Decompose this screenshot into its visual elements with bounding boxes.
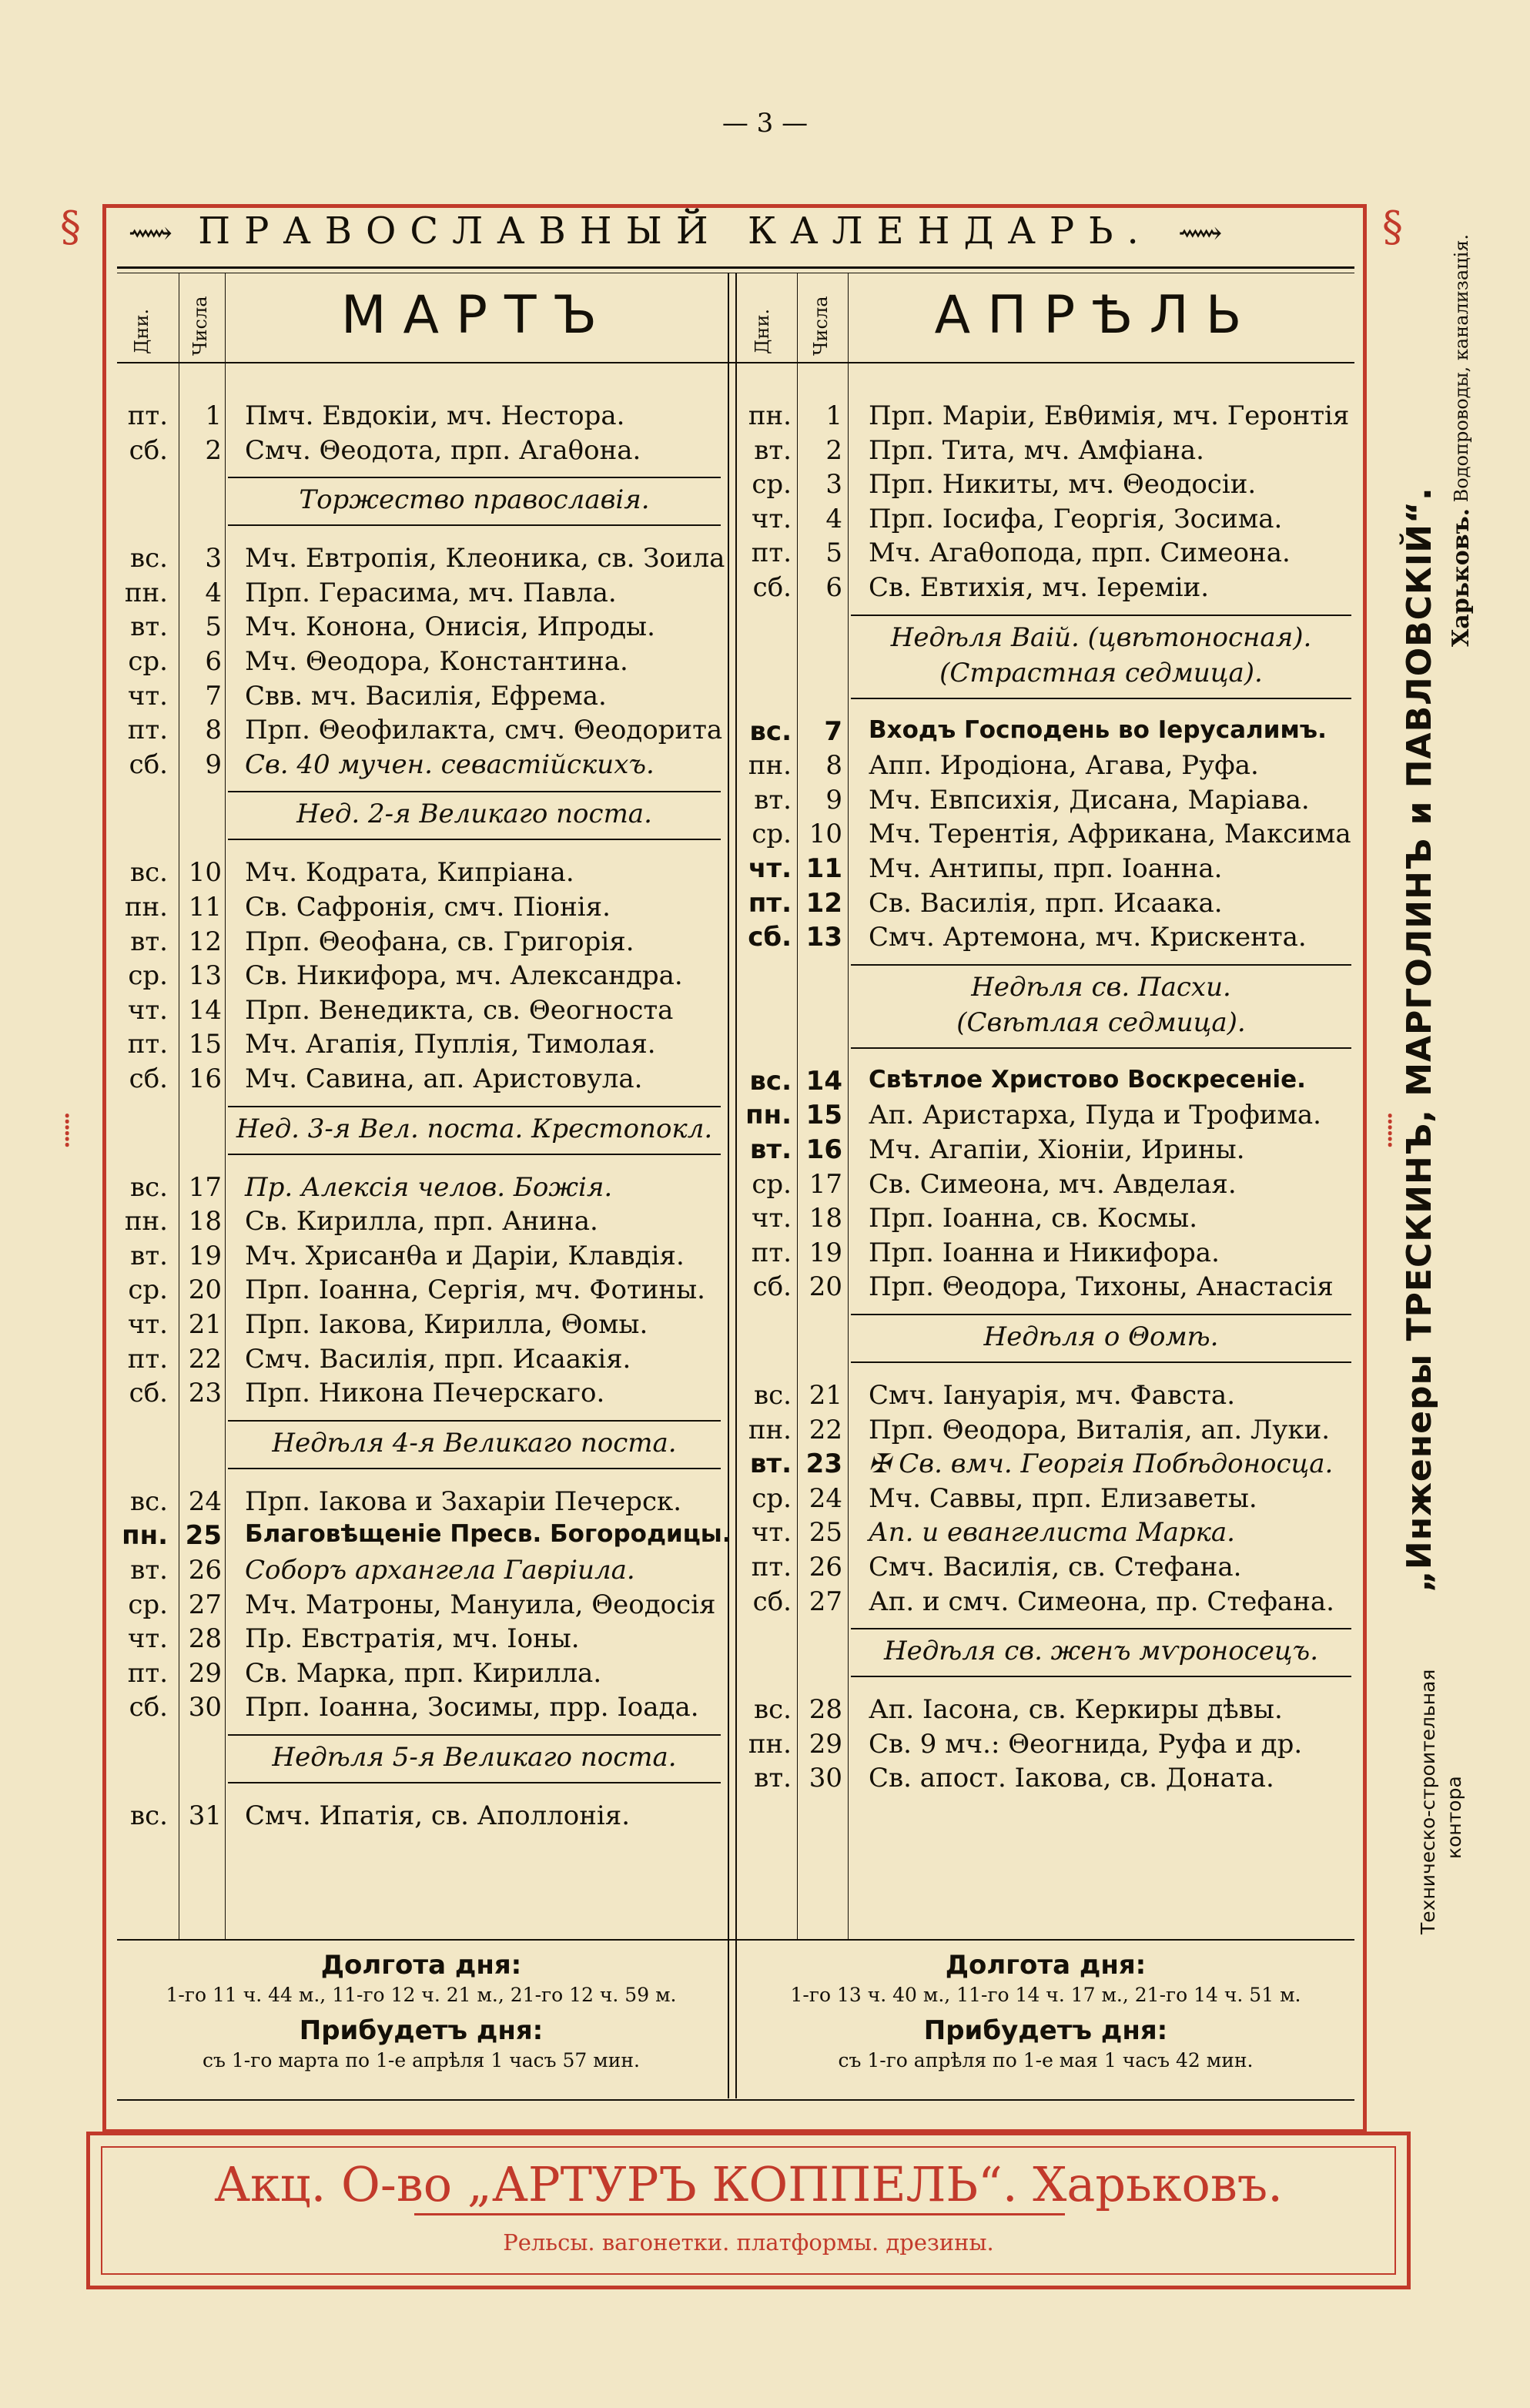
date-number: 6 xyxy=(205,646,222,677)
weekday-label: вс. xyxy=(130,543,168,574)
saint-entry: Мч. Саввы, прп. Елизаветы. xyxy=(869,1482,1257,1514)
calendar-row xyxy=(0,1800,728,1834)
calendar-row xyxy=(0,750,1355,784)
weekday-label: сб. xyxy=(752,1586,792,1617)
week-heading: Недѣля Ваій. (цвѣтоносная). xyxy=(890,621,1312,653)
weekday-label: вс. xyxy=(130,857,168,889)
weekday-label: сб. xyxy=(129,1378,168,1409)
date-number: 23 xyxy=(188,1378,222,1409)
week-heading-sub: (Страстная седмица). xyxy=(939,657,1263,688)
saint-entry: Мч. Хрисанθа и Даріи, Клавдія. xyxy=(245,1240,685,1271)
saint-entry: Входъ Господень во Іерусалимъ. xyxy=(869,715,1327,744)
weekday-label: ср. xyxy=(752,1168,792,1200)
weekday-label: ср. xyxy=(752,819,792,850)
saint-entry: Прп. Венедикта, св. Θеогноста xyxy=(245,994,674,1026)
weekday-label: ср. xyxy=(752,469,792,501)
week-heading: Недѣля о Θомѣ. xyxy=(983,1321,1219,1352)
calendar-row xyxy=(0,1203,1355,1237)
right-flourish-icon: ⟿ xyxy=(1178,216,1223,251)
weekday-label: ср. xyxy=(128,646,168,677)
saint-entry: Ап. и смч. Симеона, пр. Стефана. xyxy=(869,1586,1334,1617)
date-number: 3 xyxy=(825,469,842,501)
week-heading-sub: (Свѣтлая седмица). xyxy=(956,1006,1246,1038)
calendar-row xyxy=(0,1100,1355,1134)
weekday-label: пн. xyxy=(124,577,168,608)
date-number: 5 xyxy=(825,538,842,569)
saint-entry: Мч. Θеодора, Константина. xyxy=(245,646,628,677)
week-separator xyxy=(851,1676,1351,1677)
side-ad-city: Харьковъ. xyxy=(1448,507,1475,647)
calendar-row xyxy=(0,785,1355,819)
date-number: 8 xyxy=(825,750,842,782)
date-number: 13 xyxy=(805,922,842,953)
weekday-label: пн. xyxy=(122,1520,168,1552)
date-number: 1 xyxy=(205,400,222,431)
calendar-title-row xyxy=(113,209,1237,253)
date-number: 11 xyxy=(805,853,842,884)
calendar-row xyxy=(0,504,1355,538)
week-heading: Торжество православія. xyxy=(299,484,650,516)
saint-entry: Св. Евтихія, мч. Іереміи. xyxy=(869,572,1210,603)
saint-entry: Мч. Евтропія, Клеоника, св. Зоила xyxy=(245,543,725,574)
date-number: 16 xyxy=(188,1063,222,1094)
weekday-label: вс. xyxy=(749,1065,792,1097)
april-day-length-values: 1-го 13 ч. 40 м., 11-го 14 ч. 17 м., 21-го 14 ч. 51 м. xyxy=(790,1984,1301,2006)
date-number: 3 xyxy=(205,543,222,574)
saint-entry: Прп. Тита, мч. Амфіана. xyxy=(869,434,1204,466)
weekday-label: сб. xyxy=(752,1271,792,1303)
date-number: 27 xyxy=(188,1589,222,1620)
march-day-gain-value: съ 1-го марта по 1-е апрѣля 1 часъ 57 мин. xyxy=(203,2049,640,2071)
april-numbers-header: Числа xyxy=(810,296,832,356)
week-heading: Недѣля 4-я Великаго поста. xyxy=(272,1427,677,1459)
date-number: 2 xyxy=(825,434,842,466)
date-number: 7 xyxy=(824,715,842,747)
side-ad-line1: „Инженеры ТРЕСКИНЪ, МАРГОЛИНЪ и ПАВЛОВСКІЙ“. xyxy=(1400,487,1439,1592)
calendar-row xyxy=(0,1448,1355,1482)
side-ad-services xyxy=(1448,233,1478,647)
weekday-label: вт. xyxy=(130,926,168,957)
date-number: 26 xyxy=(809,1552,842,1582)
week-separator xyxy=(851,615,1351,616)
weekday-label: пн. xyxy=(745,1100,792,1131)
weekday-label: ср. xyxy=(128,960,168,992)
saint-entry: Прп. Іоанна, св. Космы. xyxy=(869,1203,1198,1234)
date-number: 20 xyxy=(188,1274,222,1306)
date-number: 24 xyxy=(809,1482,842,1514)
march-days-header: Дни. xyxy=(131,308,152,354)
april-title: АПРѢЛЬ xyxy=(934,285,1259,346)
saint-entry: Смч. Василія, прп. Исаакія. xyxy=(245,1343,631,1375)
saint-entry: Мч. Савина, ап. Аристовула. xyxy=(245,1063,643,1094)
weekday-label: вт. xyxy=(130,611,168,643)
calendar-row xyxy=(0,1271,1355,1305)
saint-entry: Ап. Іасона, св. Керкиры дѣвы. xyxy=(869,1694,1283,1726)
weekday-label: сб. xyxy=(129,434,168,466)
saint-entry: Мч. Матроны, Мануила, Θеодосія xyxy=(245,1589,716,1620)
saint-entry: Прп. Никиты, мч. Θеодосіи. xyxy=(869,469,1257,501)
saint-entry: Пмч. Евдокіи, мч. Нестора. xyxy=(245,400,625,431)
calendar-row xyxy=(0,1729,1355,1763)
date-number: 9 xyxy=(825,784,842,816)
week-separator xyxy=(851,1628,1351,1629)
week-separator xyxy=(851,1314,1351,1315)
side-ornament: ⸽ xyxy=(1386,1113,1394,1148)
weekday-label: чт. xyxy=(127,1623,168,1655)
march-title: МАРТЪ xyxy=(340,285,614,346)
saint-entry: Св. Василія, прп. Исаака. xyxy=(869,887,1223,919)
saint-entry: Св. Марка, прп. Кирилла. xyxy=(245,1657,602,1689)
side-ornament: ⸽ xyxy=(63,1113,72,1148)
date-number: 14 xyxy=(805,1065,842,1097)
april-day-length-heading: Долгота дня: xyxy=(945,1950,1147,1981)
weekday-label: ср. xyxy=(752,1482,792,1514)
date-number: 23 xyxy=(805,1448,842,1480)
date-number: 15 xyxy=(188,1029,222,1060)
calendar-row xyxy=(0,1309,728,1343)
saint-entry: Мч. Агапія, Пуплія, Тимолая. xyxy=(245,1029,656,1060)
saint-entry: Прп. Θеодора, Виталія, ап. Луки. xyxy=(869,1414,1331,1445)
date-number: 19 xyxy=(809,1237,842,1268)
saint-entry: Прп. Іакова и Захаріи Печерск. xyxy=(245,1485,682,1517)
weekday-label: вс. xyxy=(130,1485,168,1517)
saint-entry: Св. Сафронія, смч. Піонія. xyxy=(245,892,611,923)
weekday-label: вс. xyxy=(130,1171,168,1203)
week-heading: Недѣля св. женъ мѵроносецъ. xyxy=(883,1636,1319,1667)
calendar-row xyxy=(0,469,1355,503)
calendar-row xyxy=(0,572,1355,606)
weekday-label: вт. xyxy=(754,1763,792,1794)
calendar-row xyxy=(0,435,1355,469)
saint-entry: Прп. Іакова, Кирилла, Θомы. xyxy=(245,1309,648,1340)
saint-entry: Смч. Артемона, мч. Крискента. xyxy=(869,922,1307,953)
march-day-length-values: 1-го 11 ч. 44 м., 11-го 12 ч. 21 м., 21-го 12 ч. 59 м. xyxy=(166,1984,677,2006)
date-number: 10 xyxy=(188,857,222,889)
calendar-row xyxy=(0,1169,1355,1203)
date-number: 31 xyxy=(188,1800,222,1831)
calendar-row xyxy=(0,1658,728,1692)
date-number: 30 xyxy=(809,1763,842,1794)
table-top-rule xyxy=(117,266,1354,269)
date-number: 5 xyxy=(205,611,222,643)
april-day-gain-heading: Прибудетъ дня: xyxy=(923,2015,1168,2046)
date-number: 29 xyxy=(809,1728,842,1760)
saint-entry: Смч. Ипатія, св. Аполлонія. xyxy=(245,1800,631,1831)
saint-entry: Св. 40 мучен. севастійскихъ. xyxy=(245,749,655,780)
calendar-row xyxy=(0,716,1355,750)
week-separator xyxy=(851,1047,1351,1049)
weekday-label: чт. xyxy=(751,1517,792,1549)
saint-entry: Мч. Антипы, прп. Іоанна. xyxy=(869,853,1223,884)
week-heading: Нед. 2-я Великаго поста. xyxy=(296,799,652,830)
march-numbers-header: Числа xyxy=(189,296,211,356)
weekday-label: сб. xyxy=(129,1063,168,1094)
date-number: 1 xyxy=(825,400,842,431)
weekday-label: сб. xyxy=(129,749,168,780)
date-number: 28 xyxy=(188,1623,222,1655)
date-number: 21 xyxy=(188,1309,222,1340)
date-number: 19 xyxy=(188,1240,222,1271)
date-number: 12 xyxy=(188,926,222,957)
date-number: 24 xyxy=(188,1485,222,1517)
calendar-row xyxy=(0,1517,1355,1551)
calendar-row xyxy=(0,1483,1355,1517)
april-days-header: Дни. xyxy=(752,308,773,354)
weekday-label: вт. xyxy=(749,1134,792,1165)
weekday-label: пн. xyxy=(748,1414,792,1445)
april-day-gain-value: съ 1-го апрѣля по 1-е мая 1 часъ 42 мин. xyxy=(838,2049,1254,2071)
date-number: 22 xyxy=(188,1343,222,1375)
weekday-label: вт. xyxy=(130,1240,168,1271)
weekday-label: чт. xyxy=(127,1309,168,1340)
weekday-label: вс. xyxy=(749,715,792,747)
corner-scroll-ornament: § xyxy=(1382,203,1403,251)
weekday-label: ср. xyxy=(128,1274,168,1306)
calendar-row xyxy=(0,995,728,1029)
weekday-label: чт. xyxy=(127,994,168,1026)
calendar-row xyxy=(0,611,728,645)
side-ad-firm-name xyxy=(1400,385,1454,1694)
saint-entry: Св. Кирилла, прп. Анина. xyxy=(245,1206,598,1237)
calendar-row xyxy=(0,960,728,994)
weekday-label: ср. xyxy=(128,1589,168,1620)
calendar-row xyxy=(0,1586,1355,1620)
date-number: 20 xyxy=(809,1271,842,1303)
week-separator xyxy=(851,1361,1351,1363)
calendar-row xyxy=(0,853,1355,887)
weekday-label: вт. xyxy=(754,434,792,466)
saint-entry: Ап. и евангелиста Марка. xyxy=(869,1517,1235,1549)
saint-entry: Прп. Маріи, Евθимія, мч. Геронтія xyxy=(869,400,1350,431)
saint-entry: Мч. Агапіи, Хіоніи, Ирины. xyxy=(869,1134,1245,1165)
saint-entry: Прп. Герасима, мч. Павла. xyxy=(245,577,617,608)
calendar-row xyxy=(0,1134,1355,1168)
saint-entry: Мч. Агаθопода, прп. Симеона. xyxy=(869,538,1291,569)
weekday-label: чт. xyxy=(127,680,168,712)
saint-entry: Прп. Іоанна, Зосимы, прр. Іоада. xyxy=(245,1692,699,1723)
date-number: 13 xyxy=(188,960,222,992)
weekday-label: пт. xyxy=(127,1343,168,1375)
week-separator xyxy=(851,964,1351,966)
saint-entry: Мч. Евпсихія, Дисана, Маріава. xyxy=(869,784,1310,816)
weekday-label: пт. xyxy=(751,1237,792,1268)
date-number: 18 xyxy=(188,1206,222,1237)
date-number: 6 xyxy=(825,572,842,603)
saint-entry: Соборъ архангела Гавріила. xyxy=(245,1555,635,1586)
march-day-length-heading: Долгота дня: xyxy=(320,1950,522,1981)
weekday-label: вт. xyxy=(749,1448,792,1480)
weekday-label: пт. xyxy=(127,1029,168,1060)
week-heading: Недѣля 5-я Великаго поста. xyxy=(272,1742,677,1773)
date-number: 16 xyxy=(805,1134,842,1165)
side-ad-office-type: Техническо-строительная xyxy=(1417,1669,1439,1935)
banner-underline xyxy=(414,2213,1065,2215)
date-number: 30 xyxy=(188,1692,222,1723)
weekday-label: пт. xyxy=(127,400,168,431)
saint-entry: Апп. Иродіона, Агава, Руфа. xyxy=(869,750,1259,782)
date-number: 26 xyxy=(188,1555,222,1586)
week-heading: Недѣля св. Пасхи. xyxy=(971,971,1231,1003)
date-number: 4 xyxy=(825,503,842,534)
weekday-label: пт. xyxy=(751,1552,792,1582)
date-number: 17 xyxy=(809,1168,842,1200)
corner-scroll-ornament: § xyxy=(60,203,81,251)
march-footer xyxy=(117,1950,725,2071)
saint-entry: Благовѣщеніе Пресв. Богородицы. xyxy=(245,1520,732,1549)
date-number: 8 xyxy=(205,715,222,746)
calendar-row xyxy=(0,1623,728,1657)
weekday-label: пн. xyxy=(748,1728,792,1760)
saint-entry: Св. Никифора, мч. Александра. xyxy=(245,960,683,992)
weekday-label: пт. xyxy=(127,1657,168,1689)
saint-entry: ✠ Св. вмч. Георгія Побѣдоносца. xyxy=(869,1448,1334,1480)
weekday-label: вт. xyxy=(754,784,792,816)
calendar-row xyxy=(0,1694,1355,1728)
weekday-label: чт. xyxy=(748,853,792,884)
calendar-row xyxy=(0,1763,1355,1797)
weekday-label: вс. xyxy=(130,1800,168,1831)
calendar-row xyxy=(0,1552,1355,1586)
date-number: 10 xyxy=(809,819,842,850)
calendar-row xyxy=(0,1415,1355,1448)
week-separator xyxy=(851,698,1351,699)
saint-entry: Смч. Θеодота, прп. Агаθона. xyxy=(245,434,641,466)
saint-entry: Св. апост. Іакова, св. Доната. xyxy=(869,1763,1274,1794)
saint-entry: Прп. Іоанна, Сергія, мч. Фотины. xyxy=(245,1274,705,1306)
march-day-gain-heading: Прибудетъ дня: xyxy=(299,2015,544,2046)
saint-entry: Мч. Терентія, Африкана, Максима xyxy=(869,819,1351,850)
saint-entry: Смч. Василія, св. Стефана. xyxy=(869,1552,1242,1582)
weekday-label: пн. xyxy=(124,892,168,923)
weekday-label: чт. xyxy=(751,1203,792,1234)
weekday-label: пт. xyxy=(748,887,792,919)
date-number: 18 xyxy=(809,1203,842,1234)
calendar-row xyxy=(0,1344,728,1378)
saint-entry: Прп. Никона Печерскаго. xyxy=(245,1378,605,1409)
saint-entry: Ап. Аристарха, Пуда и Трофима. xyxy=(869,1100,1321,1131)
banner-products: Рельсы. вагонетки. платформы. дрезины. xyxy=(503,2229,994,2256)
date-number: 14 xyxy=(188,994,222,1026)
weekday-label: вс. xyxy=(754,1694,792,1726)
date-number: 22 xyxy=(809,1414,842,1445)
weekday-label: сб. xyxy=(752,572,792,603)
calendar-row xyxy=(0,400,1355,434)
saint-entry: Прп. Іоанна и Никифора. xyxy=(869,1237,1220,1268)
date-number: 12 xyxy=(805,887,842,919)
saint-entry: Свв. мч. Василія, Ефрема. xyxy=(245,680,607,712)
date-number: 28 xyxy=(809,1694,842,1726)
date-number: 29 xyxy=(188,1657,222,1689)
date-number: 25 xyxy=(185,1520,222,1552)
calendar-row xyxy=(0,681,728,715)
saint-entry: Прп. Θеофана, св. Григорія. xyxy=(245,926,634,957)
saint-entry: Св. 9 мч.: Θеогнида, Руфа и др. xyxy=(869,1728,1303,1760)
side-ad-services-text: Водопроводы, канализація. xyxy=(1451,233,1472,503)
calendar-row xyxy=(0,538,1355,571)
date-number: 27 xyxy=(809,1586,842,1617)
weekday-label: сб. xyxy=(748,922,792,953)
saint-entry: Мч. Конона, Онисія, Ипроды. xyxy=(245,611,655,643)
date-number: 7 xyxy=(205,680,222,712)
date-number: 4 xyxy=(205,577,222,608)
banner-company-name: Акц. О-во „АРТУРЪ КОППЕЛЬ“. Харьковъ. xyxy=(214,2156,1283,2212)
weekday-label: сб. xyxy=(129,1692,168,1723)
saint-entry: Прп. Іосифа, Георгія, Зосима. xyxy=(869,503,1283,534)
page-number: — 3 — xyxy=(721,108,809,139)
calendar-row xyxy=(0,1237,1355,1271)
date-number: 21 xyxy=(809,1380,842,1411)
saint-entry: Мч. Кодрата, Кипріана. xyxy=(245,857,574,889)
date-number: 9 xyxy=(205,749,222,780)
saint-entry: Пр. Евстратія, мч. Іоны. xyxy=(245,1623,580,1655)
weekday-label: пт. xyxy=(751,538,792,569)
weekday-label: пн. xyxy=(748,750,792,782)
week-heading: Нед. 3-я Вел. поста. Крестопокл. xyxy=(236,1113,713,1144)
weekday-label: вт. xyxy=(130,1555,168,1586)
weekday-label: чт. xyxy=(751,503,792,534)
weekday-label: вс. xyxy=(754,1380,792,1411)
weekday-label: пт. xyxy=(127,715,168,746)
calendar-row xyxy=(0,819,1355,852)
side-ad-office: контора xyxy=(1443,1776,1465,1859)
saint-entry: Прп. Θеодора, Тихоны, Анастасія xyxy=(869,1271,1334,1303)
date-number: 17 xyxy=(188,1171,222,1203)
weekday-label: пн. xyxy=(748,400,792,431)
footer-bottom-rule xyxy=(117,2099,1354,2101)
calendar-row xyxy=(0,1380,1355,1414)
saint-entry: Прп. Θеофилакта, смч. Θеодорита xyxy=(245,715,723,746)
calendar-row xyxy=(0,888,1355,922)
left-flourish-icon: ⟿ xyxy=(128,216,172,251)
calendar-row xyxy=(0,922,1355,956)
calendar-row xyxy=(0,1029,728,1063)
calendar-title: ПРАВОСЛАВНЫЙ КАЛЕНДАРЬ. xyxy=(198,209,1153,253)
calendar-row xyxy=(0,1066,1355,1100)
date-number: 25 xyxy=(809,1517,842,1549)
saint-entry: Св. Симеона, мч. Авделая. xyxy=(869,1168,1237,1200)
date-number: 11 xyxy=(188,892,222,923)
saint-entry: Пр. Алексія челов. Божія. xyxy=(245,1171,613,1203)
saint-entry: Смч. Іануарія, мч. Фавста. xyxy=(869,1380,1235,1411)
calendar-row xyxy=(0,646,728,680)
april-footer xyxy=(738,1950,1354,2071)
saint-entry: Свѣтлое Христово Воскресеніе. xyxy=(869,1065,1306,1093)
date-number: 15 xyxy=(805,1100,842,1131)
date-number: 2 xyxy=(205,434,222,466)
weekday-label: пн. xyxy=(124,1206,168,1237)
